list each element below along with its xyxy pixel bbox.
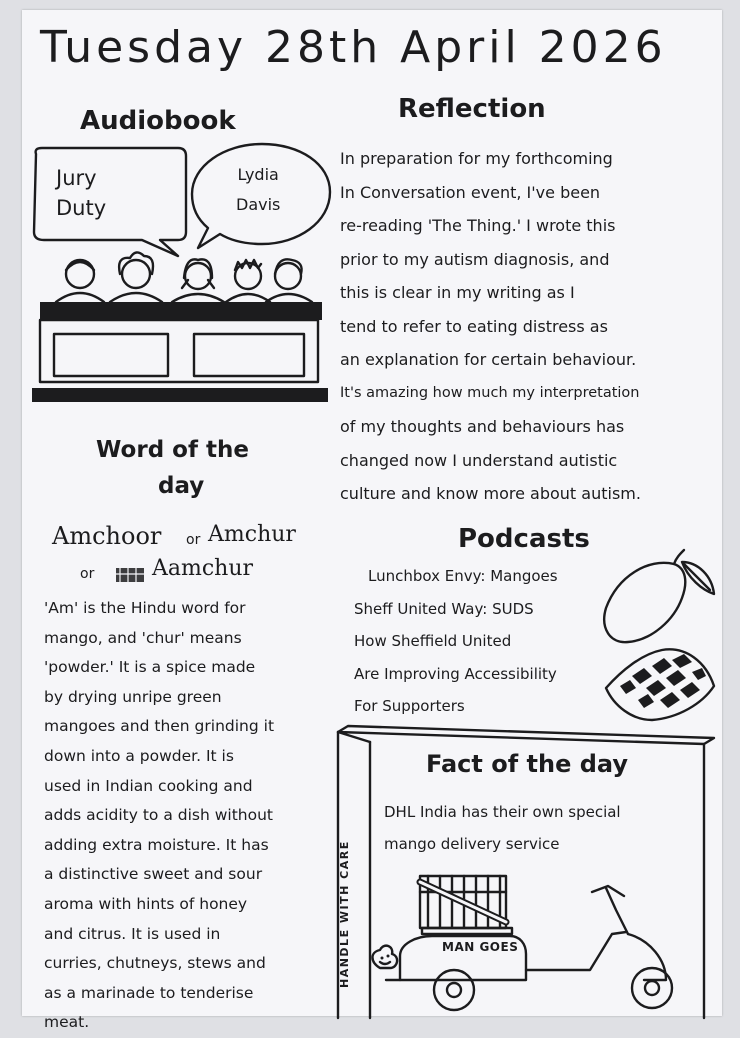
scooter-label: MAN GOES bbox=[442, 940, 519, 954]
page-title: Tuesday 28th April 2026 bbox=[40, 22, 667, 73]
reflection-line: It's amazing how much my interpretation bbox=[340, 384, 640, 401]
podcasts-list bbox=[354, 560, 558, 723]
reflection-line: of my thoughts and behaviours has bbox=[340, 417, 625, 436]
reflection-line: tend to refer to eating distress as bbox=[340, 316, 608, 336]
reflection-heading: Reflection bbox=[398, 94, 546, 124]
mango-icon bbox=[600, 550, 716, 646]
reflection-line: In Conversation event, I've been bbox=[340, 182, 601, 202]
bubble-right-line: Lydia bbox=[237, 165, 279, 184]
reflection-line: culture and know more about autism. bbox=[340, 484, 641, 503]
reflection-line: changed now I understand autistic bbox=[340, 450, 618, 470]
definition-line: meat. bbox=[44, 1013, 90, 1032]
word-alt-2: Aamchur bbox=[152, 556, 254, 581]
word-heading bbox=[96, 432, 249, 504]
word-definition bbox=[44, 594, 274, 1038]
definition-line: and citrus. It is used in bbox=[44, 924, 221, 943]
crossed-out-scribble bbox=[114, 564, 146, 586]
word-or-2: or bbox=[80, 566, 95, 582]
audiobook-heading: Audiobook bbox=[80, 106, 236, 136]
definition-line: as a marinade to tenderise bbox=[44, 983, 254, 1002]
definition-line: aroma with hints of honey bbox=[44, 894, 248, 913]
word-or-1: or bbox=[186, 532, 201, 548]
definition-line: down into a powder. It is bbox=[44, 746, 234, 765]
fact-text bbox=[384, 796, 621, 860]
definition-line: mangoes and then grinding it bbox=[44, 717, 275, 736]
definition-line: mango, and 'chur' means bbox=[44, 628, 242, 647]
definition-line: used in Indian cooking and bbox=[44, 776, 253, 795]
definition-line: adding extra moisture. It has bbox=[44, 835, 269, 854]
reflection-line: prior to my autism diagnosis, and bbox=[340, 249, 610, 269]
fact-line: DHL India has their own special bbox=[384, 803, 621, 821]
reflection-line: In preparation for my forthcoming bbox=[340, 149, 613, 168]
mango-cubes-icon bbox=[602, 642, 716, 722]
fact-box-side-text: HANDLE WITH CARE bbox=[338, 840, 351, 988]
reflection-line: an explanation for certain behaviour. bbox=[340, 350, 637, 369]
journal-page bbox=[22, 10, 722, 1032]
podcast-line: Lunchbox Envy: Mangoes bbox=[368, 567, 558, 585]
podcast-line: How Sheffield United bbox=[354, 632, 512, 650]
reflection-line: re-reading 'The Thing.' I wrote this bbox=[340, 216, 616, 235]
definition-line: 'powder.' It is a spice made bbox=[44, 658, 256, 677]
word-main: Amchoor bbox=[52, 522, 162, 550]
bubble-right-line: Davis bbox=[236, 195, 281, 214]
bubble-left-line: Jury bbox=[56, 166, 97, 190]
bubble-right-text bbox=[236, 160, 280, 220]
word-heading-line: day bbox=[158, 473, 205, 499]
podcast-line: Sheff United Way: SUDS bbox=[354, 599, 534, 618]
definition-line: adds acidity to a dish without bbox=[44, 806, 273, 825]
fact-heading: Fact of the day bbox=[426, 750, 628, 778]
word-alt-1: Amchur bbox=[208, 522, 296, 547]
podcast-line: Are Improving Accessibility bbox=[354, 664, 557, 683]
fact-line: mango delivery service bbox=[384, 835, 560, 853]
delivery-scooter-illustration bbox=[360, 870, 690, 1016]
reflection-text bbox=[340, 142, 641, 511]
definition-line: curries, chutneys, stews and bbox=[44, 954, 266, 973]
reflection-line: this is clear in my writing as I bbox=[340, 283, 575, 302]
podcast-line: For Supporters bbox=[354, 697, 465, 715]
definition-line: a distinctive sweet and sour bbox=[44, 865, 263, 884]
podcasts-heading: Podcasts bbox=[458, 524, 590, 554]
bubble-left-text bbox=[56, 163, 106, 223]
word-heading-line: Word of the bbox=[96, 437, 249, 463]
definition-line: 'Am' is the Hindu word for bbox=[44, 599, 246, 617]
bubble-left-line: Duty bbox=[56, 196, 107, 220]
definition-line: by drying unripe green bbox=[44, 687, 222, 706]
